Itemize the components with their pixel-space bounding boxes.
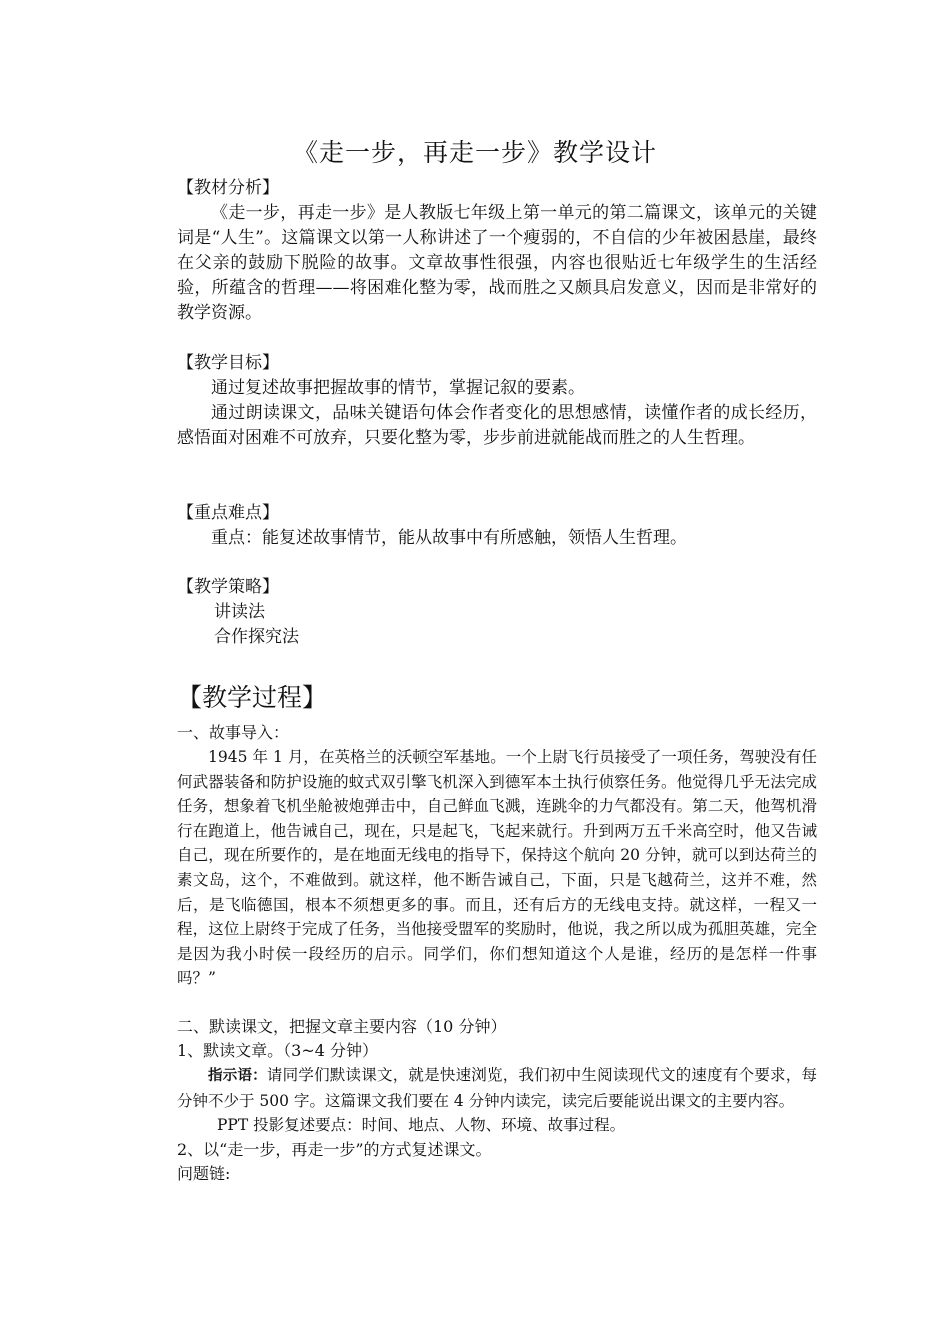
key-points-heading: 【重点难点】 bbox=[177, 503, 279, 523]
analysis-body: 《走一步，再走一步》是人教版七年级上第一单元的第二篇课文，该单元的关键词是“人生”。这篇课文以第一人称讲述了一个瘦弱的，不自信的少年被困悬崖，最终在父亲的鼓励下脱险的故事。文章故事性很强，内容也很贴近七年级学生的生活经验，所蕴含的哲理——将困难化整为零，战而胜之又颇具启发意义，因而是非常好的教学资源。 bbox=[177, 203, 817, 323]
strategy-item-2: 合作探究法 bbox=[214, 627, 299, 647]
analysis-section bbox=[177, 176, 817, 326]
part1-body: 1945 年 1 月，在英格兰的沃顿空军基地。一个上尉飞行员接受了一项任务，驾驶没有任何武器装备和防护设施的蚊式双引擎飞机深入到德军本土执行侦察任务。他觉得几乎无法完成任务，想象着飞机坐舱被炮弹击中，自己鲜血飞溅，连跳伞的力气都没有。第二天，他驾机滑行在跑道上，他告诫自己，现在，只是起飞，飞起来就行。升到两万五千米高空时，他又告诫自己，现在所要作的，是在地面无线电的指导下，保持这个航向 20 分钟，就可以到达荷兰的素文岛，这个，不难做到。就这样，他不断告诫自己，下面，只是飞越荷兰，这并不难，然后，是飞临德国，根本不须想更多的事。而且，还有后方的无线电支持。就这样，一程又一程，这位上尉终于完成了任务，当他接受盟军的奖励时，他说，我之所以成为孤胆英雄，完全是因为我小时侯一段经历的启示。同学们，你们想知道这个人是谁，经历的是怎样一件事吗？” bbox=[177, 748, 817, 988]
process-heading: 【教学过程】 bbox=[177, 683, 328, 712]
tip-body: 请同学们默读课文，就是快速浏览，我们初中生阅读现代文的速度有个要求，每分钟不少于 500 字。这篇课文我们要在 4 分钟内读完，读完后要能说出课文的主要内容。 bbox=[177, 1065, 818, 1110]
strategy-heading: 【教学策略】 bbox=[177, 577, 279, 597]
step2-heading: 2、以“走一步，再走一步”的方式复述课文。 bbox=[177, 1139, 492, 1159]
tip-label: 指示语： bbox=[208, 1067, 267, 1084]
document-title: 《走一步，再走一步》教学设计 bbox=[292, 138, 657, 167]
goal-item-1: 通过复述故事把握故事的情节，掌握记叙的要素。 bbox=[211, 378, 585, 398]
goals-section bbox=[177, 351, 817, 451]
key-points-body: 重点：能复述故事情节，能从故事中有所感触，领悟人生哲理。 bbox=[211, 528, 687, 548]
analysis-heading: 【教材分析】 bbox=[177, 178, 279, 198]
strategy-item-1: 讲读法 bbox=[214, 602, 265, 622]
strategy-section bbox=[177, 575, 817, 650]
process-section bbox=[177, 683, 817, 1186]
key-points-section bbox=[177, 501, 817, 551]
step1-heading: 1、默读文章。（3~4 分钟） bbox=[177, 1040, 379, 1060]
ppt-line: PPT 投影复述要点：时间、地点、人物、环境、故事过程。 bbox=[217, 1116, 626, 1135]
tip-paragraph bbox=[177, 1063, 817, 1113]
goal-item-2: 通过朗读课文，品味关键语句体会作者变化的思想感情，读懂作者的成长经历，感悟面对困难不可放弃，只要化整为零，步步前进就能战而胜之的人生哲理。 bbox=[177, 403, 817, 448]
part2-heading: 二、默读课文，把握文章主要内容（10 分钟） bbox=[177, 1016, 507, 1036]
goals-heading: 【教学目标】 bbox=[177, 353, 279, 373]
question-chain-label: 问题链: bbox=[177, 1163, 231, 1183]
part1-heading: 一、故事导入： bbox=[177, 723, 290, 742]
